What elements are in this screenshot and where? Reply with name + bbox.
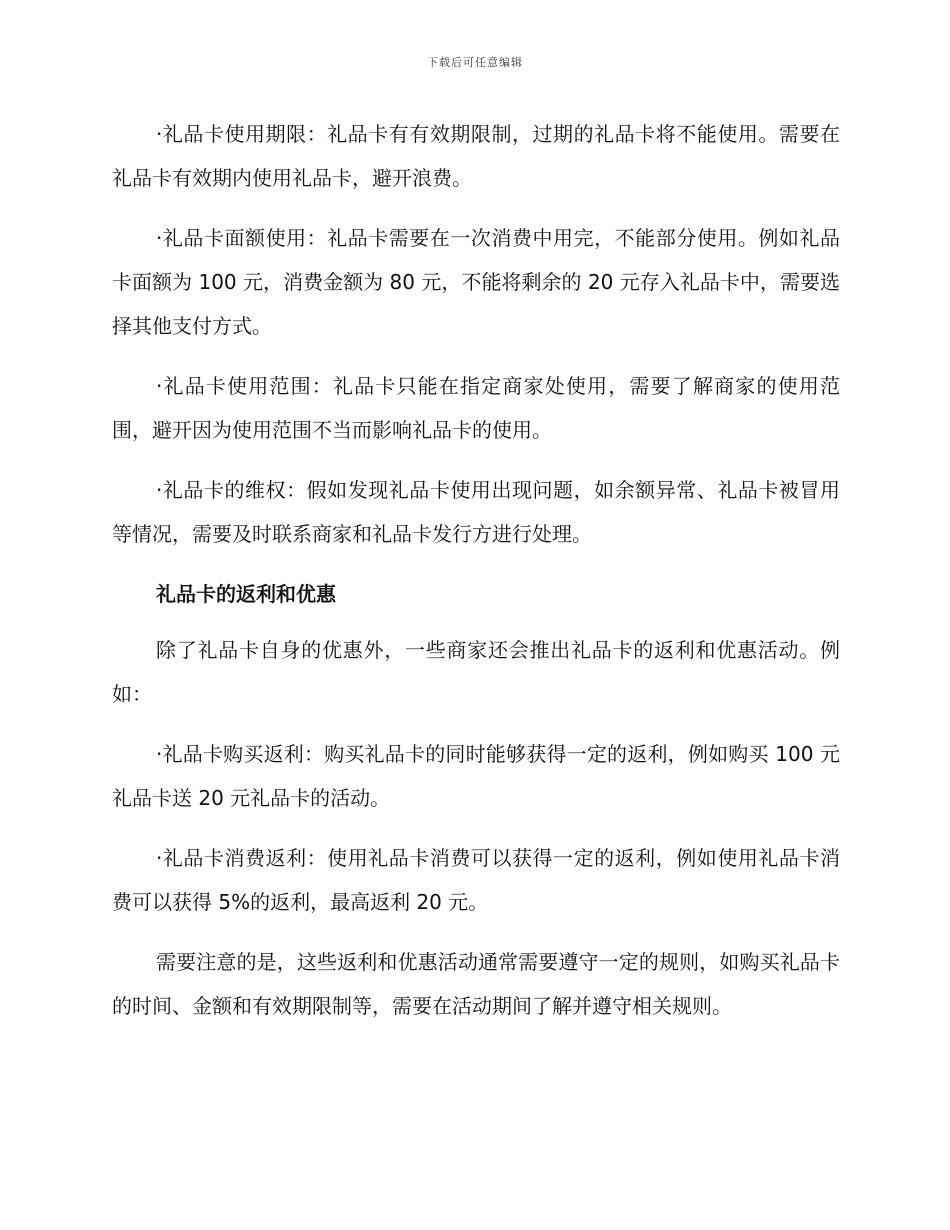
paragraph-scope: ·礼品卡使用范围：礼品卡只能在指定商家处使用，需要了解商家的使用范围，避开因为使用范围不当而影响礼品卡的使用。 (112, 374, 840, 442)
paragraph-consumption-rebate: ·礼品卡消费返利：使用礼品卡消费可以获得一定的返利，例如使用礼品卡消费可以获得 5%的返利，最高返利 20 元。 (112, 846, 840, 914)
paragraph-rights: ·礼品卡的维权：假如发现礼品卡使用出现问题，如余额异常、礼品卡被冒用等情况，需要及时联系商家和礼品卡发行方进行处理。 (112, 478, 840, 546)
paragraph-notice: 需要注意的是，这些返利和优惠活动通常需要遵守一定的规则，如购买礼品卡的时间、金额和有效期限制等，需要在活动期间了解并遵守相关规则。 (112, 950, 840, 1018)
document-body (112, 112, 840, 1044)
paragraph-denomination: ·礼品卡面额使用：礼品卡需要在一次消费中用完，不能部分使用。例如礼品卡面额为 100 元，消费金额为 80 元，不能将剩余的 20 元存入礼品卡中，需要选择其他支付方式。 (112, 226, 840, 338)
paragraph-purchase-rebate: ·礼品卡购买返利：购买礼品卡的同时能够获得一定的返利，例如购买 100 元礼品卡送 20 元礼品卡的活动。 (112, 742, 840, 810)
paragraph-intro: 除了礼品卡自身的优惠外，一些商家还会推出礼品卡的返利和优惠活动。例如： (112, 638, 840, 706)
header-note: 下载后可任意编辑 (427, 56, 523, 69)
paragraph-validity: ·礼品卡使用期限：礼品卡有有效期限制，过期的礼品卡将不能使用。需要在礼品卡有效期内使用礼品卡，避开浪费。 (112, 122, 840, 190)
section-heading: 礼品卡的返利和优惠 (156, 582, 336, 606)
